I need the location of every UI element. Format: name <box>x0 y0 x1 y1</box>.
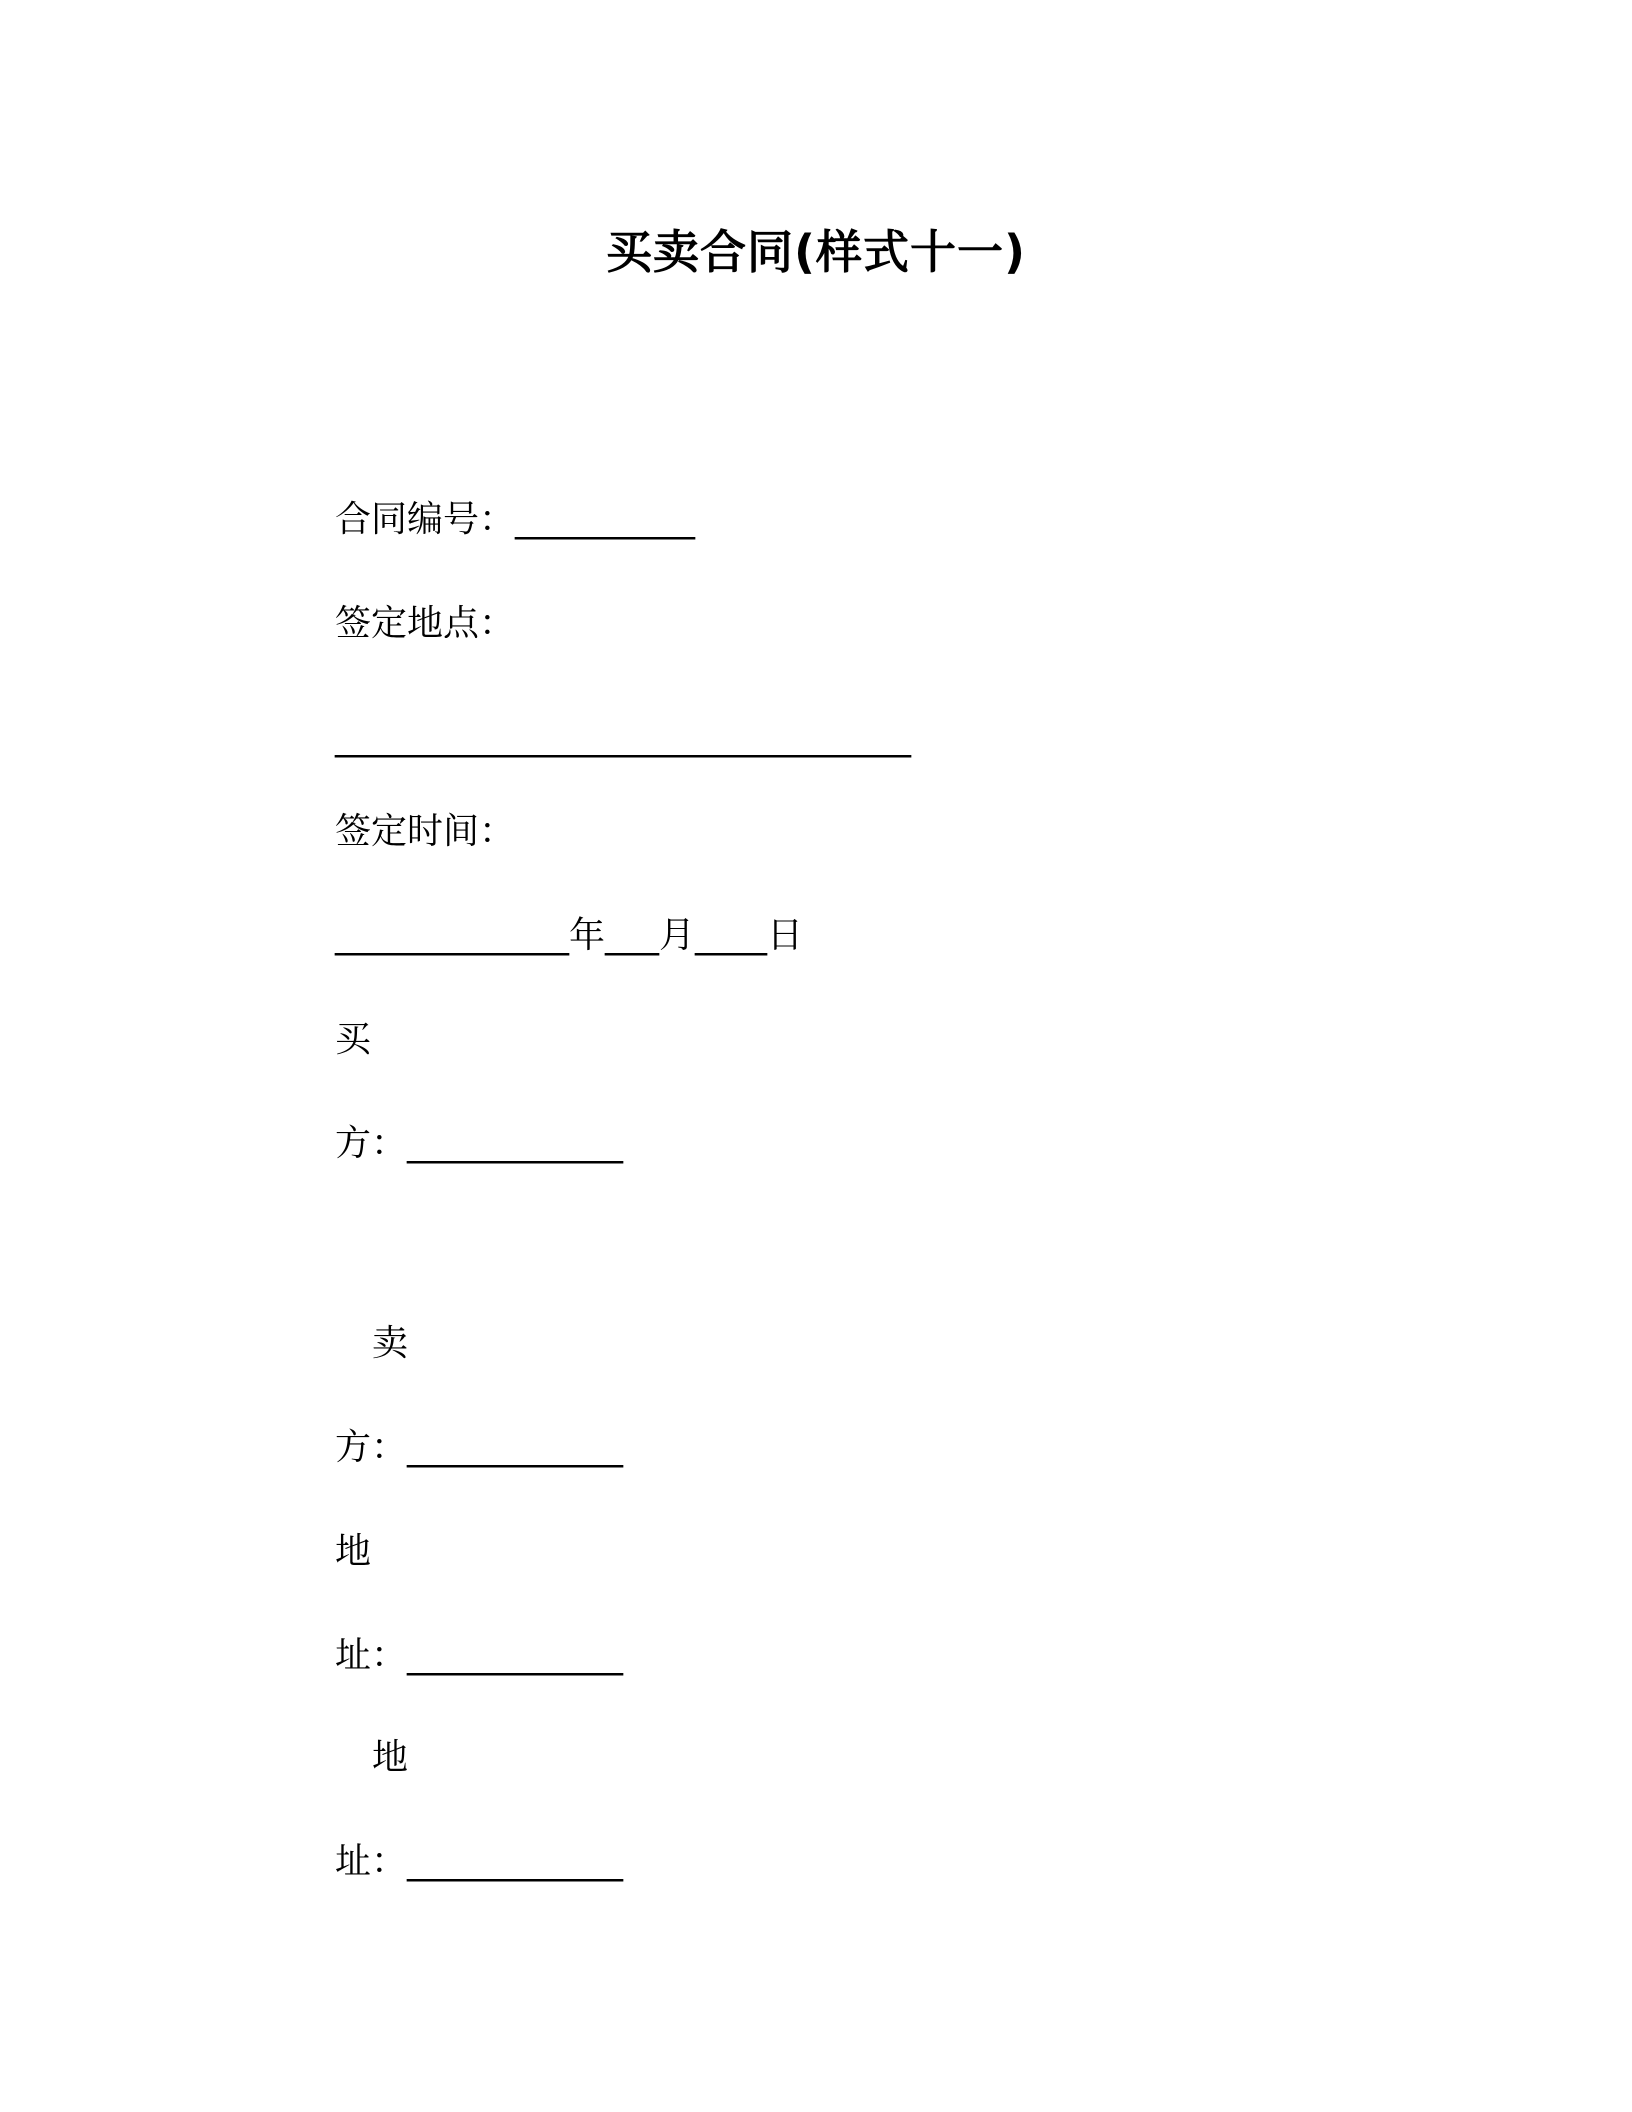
signing-place-blank: ________________________________ <box>335 717 911 758</box>
signing-time-label: 签定时间： <box>335 811 516 852</box>
seller-line: 方：____________ <box>335 1427 624 1468</box>
seller-address-line: 址：____________ <box>335 1841 624 1882</box>
buyer-label-top: 买 <box>335 1019 372 1060</box>
buyer-address-line: 址：____________ <box>335 1635 624 1676</box>
seller-label-top: 卖 <box>372 1323 409 1364</box>
signing-date-blank: _____________年___月____日 <box>335 915 803 956</box>
seller-address-label-top: 地 <box>372 1737 409 1778</box>
document-title: 买卖合同(样式十一) <box>605 225 1027 279</box>
buyer-line: 方：____________ <box>335 1123 624 1164</box>
contract-number-line: 合同编号：__________ <box>335 499 696 540</box>
signing-place-label: 签定地点： <box>335 603 516 644</box>
buyer-address-label-top: 地 <box>335 1531 372 1572</box>
